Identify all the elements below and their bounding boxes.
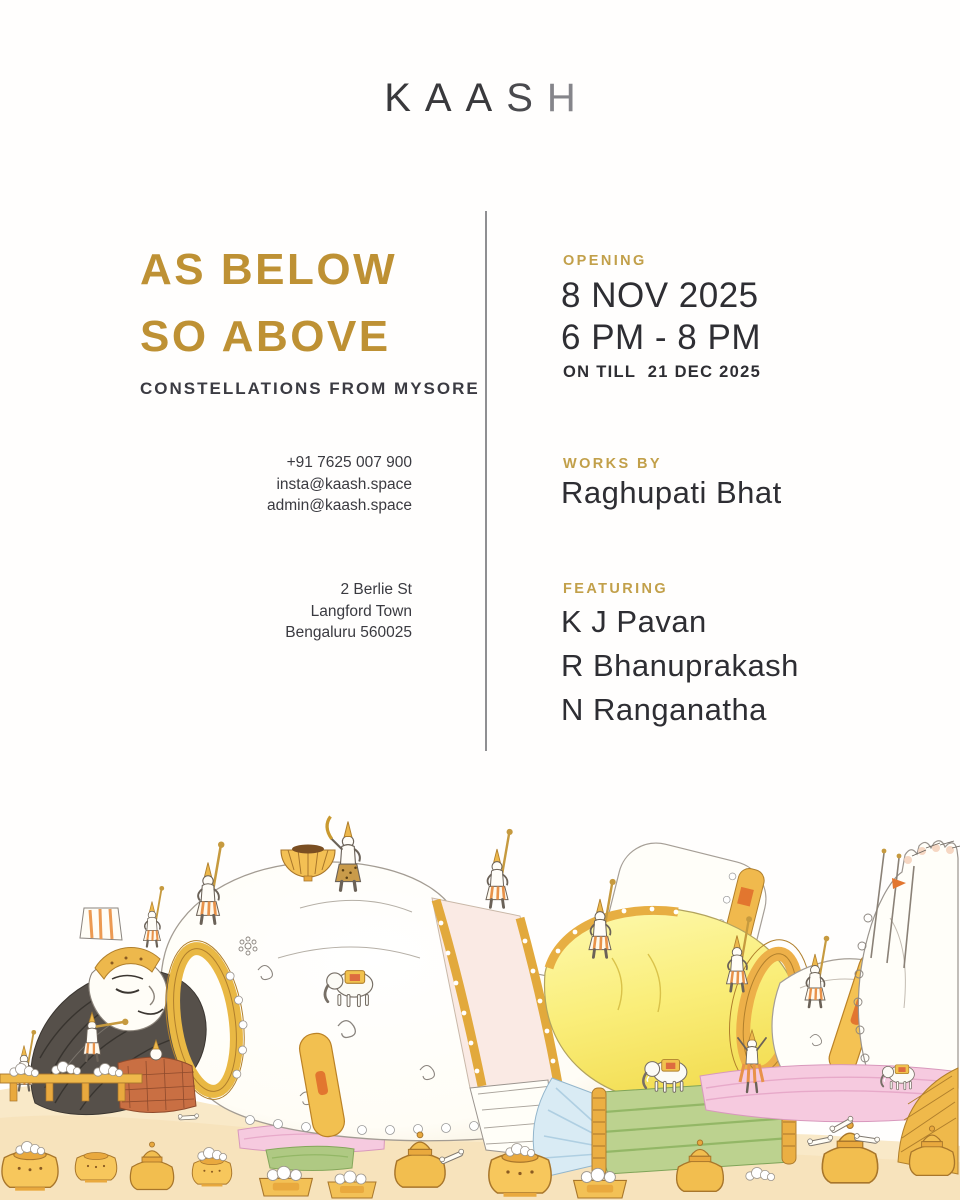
featuring-artist-1: K J Pavan bbox=[561, 604, 707, 639]
works-by-artist: Raghupati Bhat bbox=[561, 475, 782, 510]
kaash-wordmark bbox=[0, 76, 960, 121]
vertical-divider bbox=[485, 211, 487, 751]
opening-date: 8 NOV 2025 bbox=[561, 276, 759, 315]
phone-number: +91 7625 007 900 bbox=[286, 454, 412, 471]
exhibition-subtitle: CONSTELLATIONS FROM MYSORE bbox=[140, 379, 480, 398]
featuring-artist-2: R Bhanuprakash bbox=[561, 648, 799, 683]
address-block bbox=[285, 579, 412, 644]
title-line-2: SO ABOVE bbox=[140, 312, 391, 361]
instagram-handle: insta@kaash.space bbox=[276, 475, 412, 493]
wordmark-part-mid: S bbox=[506, 76, 547, 120]
title-line-1: AS BELOW bbox=[140, 245, 398, 294]
opening-time: 6 PM - 8 PM bbox=[561, 318, 761, 357]
warrior-figure bbox=[144, 886, 165, 947]
warrior-figure bbox=[486, 829, 513, 907]
exhibition-title bbox=[140, 236, 397, 370]
opening-label: OPENING bbox=[563, 253, 647, 269]
wordmark-part-light: H bbox=[546, 76, 590, 120]
on-till-date: ON TILL 21 DEC 2025 bbox=[563, 363, 762, 381]
wordmark-part-dark: KAA bbox=[384, 76, 507, 120]
featuring-artists bbox=[561, 600, 799, 732]
address-line-3: Bengaluru 560025 bbox=[285, 624, 412, 641]
giant-foot bbox=[854, 841, 960, 1088]
contact-block bbox=[267, 452, 412, 517]
works-by-label: WORKS BY bbox=[563, 456, 662, 472]
address-line-2: Langford Town bbox=[310, 602, 412, 620]
artwork-mysore-painting bbox=[0, 758, 960, 1200]
email-address: admin@kaash.space bbox=[267, 497, 412, 514]
address-line-1: 2 Berlie St bbox=[340, 581, 412, 598]
featuring-artist-3: N Ranganatha bbox=[561, 692, 767, 727]
featuring-label: FEATURING bbox=[563, 581, 669, 597]
